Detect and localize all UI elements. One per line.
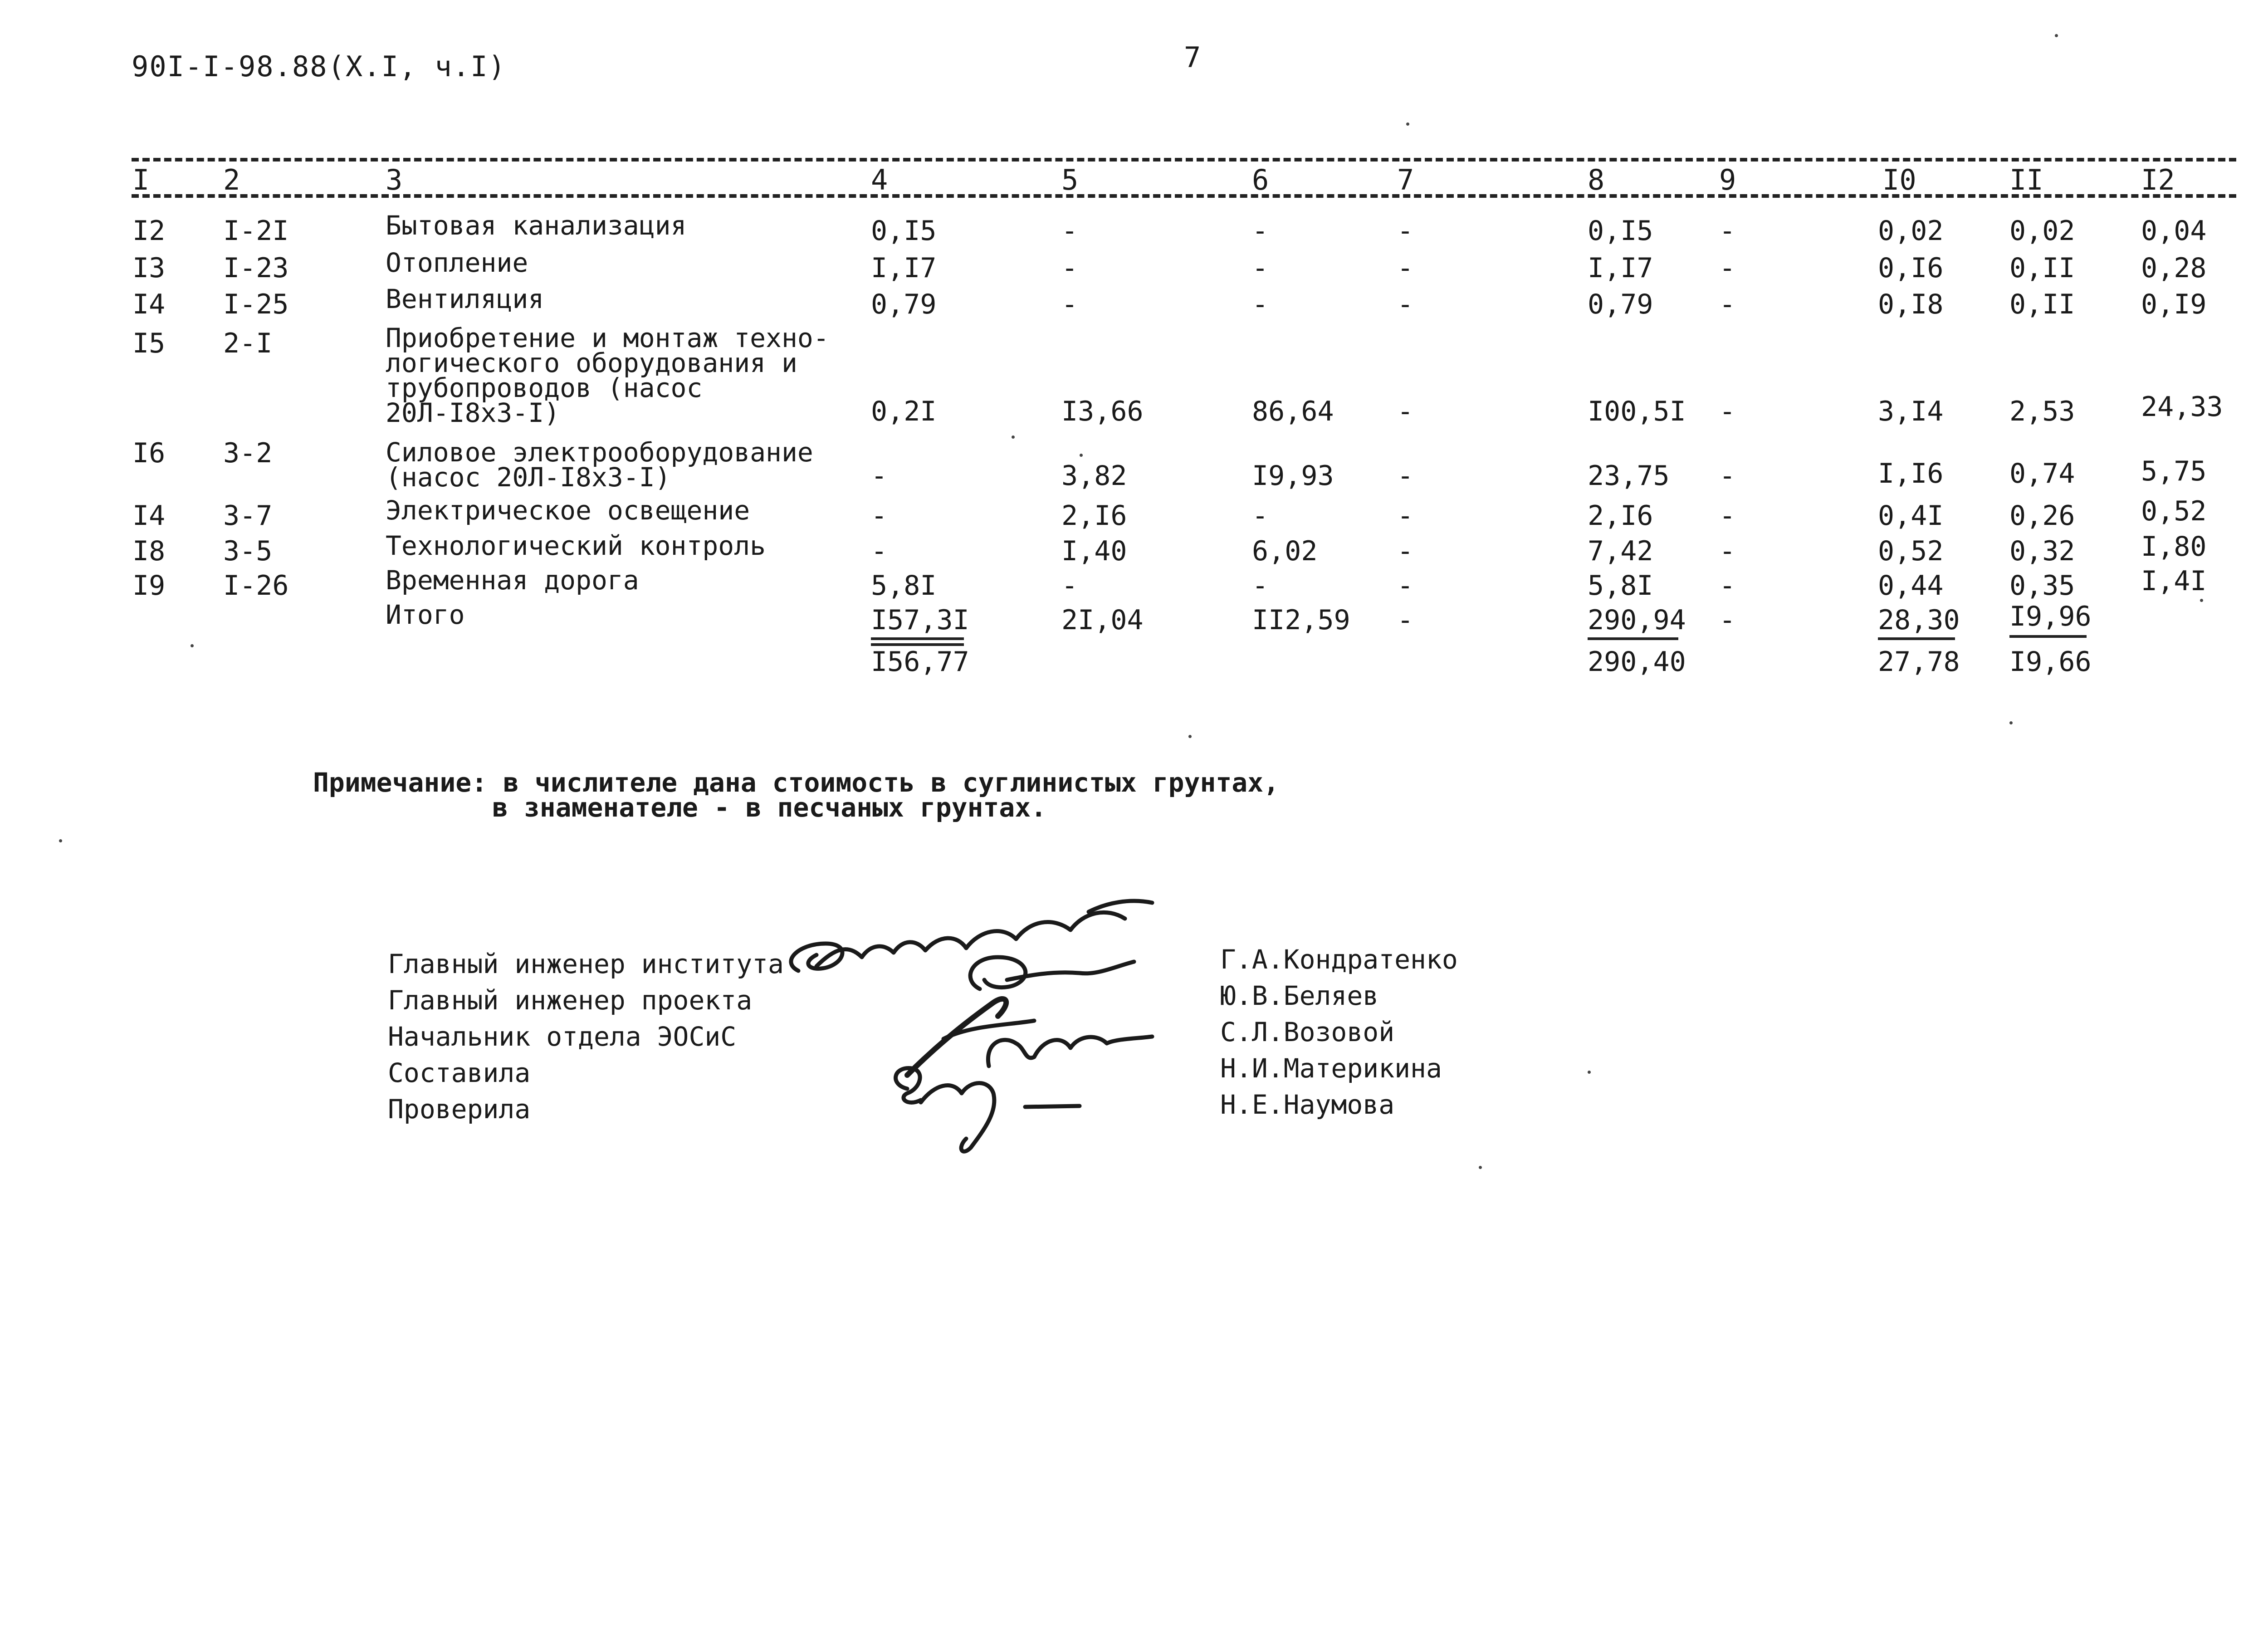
table-row — [0, 495, 2268, 534]
cell-col-10: 3,I4 — [1878, 396, 1944, 427]
cell-col-12: 0,04 — [2141, 215, 2207, 247]
scan-speck — [1406, 122, 1409, 126]
item-name-line: 20Л-I8х3-I) — [386, 397, 560, 428]
signatory-title: Главный инженер института — [388, 949, 784, 979]
item-name — [386, 284, 544, 314]
column-header-6: 6 — [1252, 163, 1269, 196]
cell-col-12: 0,I9 — [2141, 289, 2207, 320]
cell-col-6: 6,02 — [1252, 535, 1318, 567]
item-name — [386, 530, 766, 561]
estimate-number: 2-I — [223, 328, 273, 359]
signatory-name: С.Л.Возовой — [1220, 1017, 1395, 1047]
cell-col-5: - — [1061, 289, 1078, 320]
cell-col-8: I,I7 — [1588, 252, 1653, 284]
cell-col-10: 0,02 — [1878, 215, 1944, 247]
column-header-10: I0 — [1882, 163, 1916, 196]
table-row — [0, 530, 2268, 570]
signatory-name: Н.И.Материкина — [1220, 1053, 1442, 1084]
cell-col-5: 3,82 — [1061, 460, 1127, 492]
item-name — [386, 210, 687, 241]
cell-col-11: 0,II — [2009, 289, 2075, 320]
item-name-line: трубопроводов (насос — [386, 372, 703, 403]
cell-col-10: 0,52 — [1878, 535, 1944, 567]
cell-col-5: - — [1061, 570, 1078, 602]
scan-speck — [1080, 454, 1083, 457]
column-header-9: 9 — [1719, 163, 1736, 196]
note-line-2: в знаменателе - в песчаных грунтах. — [492, 792, 1047, 823]
cell-col-4: 0,I5 — [871, 215, 937, 247]
cell-col-8: 7,42 — [1588, 535, 1653, 567]
scan-speck — [2200, 599, 2203, 602]
item-name — [386, 565, 639, 596]
cell-col-10: 0,4I — [1878, 500, 1944, 532]
cell-col-5: - — [1061, 252, 1078, 284]
cell-col-9: - — [1719, 252, 1736, 284]
column-header-4: 4 — [871, 163, 888, 196]
item-name-line: Бытовая канализация — [386, 210, 687, 241]
cell-col-6: 86,64 — [1252, 396, 1334, 427]
cell-col-7: - — [1397, 460, 1414, 492]
table-row — [0, 284, 2268, 323]
note-line-1: Примечание: в числителе дана стоимость в суглинистых грунтах, — [313, 767, 1280, 798]
cell-col-5: 2I,04 — [1061, 604, 1144, 636]
row-number: I3 — [132, 252, 166, 284]
cell-col-11: I9,96 — [2009, 601, 2092, 632]
cell-col-8: 23,75 — [1588, 460, 1670, 492]
cell-col-6: - — [1252, 252, 1269, 284]
table-header-bottom-rule — [132, 194, 2236, 198]
cell-col-6: II2,59 — [1252, 604, 1350, 636]
cell-col-11: 0,02 — [2009, 215, 2075, 247]
column-header-12: I2 — [2141, 163, 2175, 196]
scan-speck — [191, 644, 194, 647]
cell-col-9: - — [1719, 215, 1736, 247]
signatory-name: Ю.В.Беляев — [1220, 980, 1379, 1011]
table-row-total — [0, 599, 2268, 639]
estimate-number: I-25 — [223, 289, 289, 320]
column-header-11: II — [2009, 163, 2043, 196]
signatory-name: Г.А.Кондратенко — [1220, 944, 1458, 975]
cell-col-8: 290,94 — [1588, 604, 1686, 636]
cell-col-8: 2,I6 — [1588, 500, 1653, 532]
cell-col-8: 5,8I — [1588, 570, 1653, 602]
fraction-bar — [2009, 635, 2087, 638]
cell-col-6: - — [1252, 215, 1269, 247]
column-header-7: 7 — [1397, 163, 1414, 196]
item-name — [386, 247, 528, 278]
cell-col-9: - — [1719, 570, 1736, 602]
cell-col-6: - — [1252, 570, 1269, 602]
cell-col-7: - — [1397, 396, 1414, 427]
item-name-line: Приобретение и монтаж техно- — [386, 323, 829, 353]
cell-col-12: 0,52 — [2141, 495, 2207, 527]
item-name-line: логического оборудования и — [386, 347, 797, 378]
cell-col-4: 0,79 — [871, 289, 937, 320]
cell-col-9: - — [1719, 535, 1736, 567]
estimate-number: I-2I — [223, 215, 289, 247]
cell-col-9: - — [1719, 604, 1736, 636]
table-header-top-rule — [132, 158, 2236, 161]
signatory-title: Проверила — [388, 1094, 531, 1125]
column-header-1: I — [132, 163, 150, 196]
scan-speck — [1588, 1071, 1591, 1074]
cell-col-11: 0,26 — [2009, 500, 2075, 532]
item-name-line: (насос 20Л-I8х3-I) — [386, 462, 671, 493]
cell-col-6: I9,93 — [1252, 460, 1334, 492]
cell-col-12: 24,33 — [2141, 391, 2223, 423]
scan-speck — [1012, 435, 1015, 439]
row-number: I4 — [132, 289, 166, 320]
estimate-number: I-23 — [223, 252, 289, 284]
item-name-line: Отопление — [386, 247, 528, 278]
cell-col-8: 0,79 — [1588, 289, 1653, 320]
column-header-3: 3 — [386, 163, 403, 196]
estimate-number: 3-2 — [223, 437, 273, 469]
cell-col-4: - — [871, 460, 888, 492]
item-name-line: Электрическое освещение — [386, 495, 750, 526]
page-number: 7 — [1184, 41, 1201, 74]
cell-col-7: - — [1397, 289, 1414, 320]
cell-col-5: - — [1061, 215, 1078, 247]
cell-col-10: 28,30 — [1878, 604, 1960, 636]
cell-col-8: 0,I5 — [1588, 215, 1653, 247]
document-code: 90I-I-98.88(X.I, ч.I) — [132, 50, 506, 83]
cell-col-5: 2,I6 — [1061, 500, 1127, 532]
item-name — [386, 599, 465, 630]
table-row-denominator — [0, 644, 2268, 680]
cell-col-9: - — [1719, 396, 1736, 427]
fraction-bar — [1878, 637, 1955, 640]
cell-col-8: I00,5I — [1588, 396, 1686, 427]
row-number: I8 — [132, 535, 166, 567]
handwritten-signatures — [771, 876, 1261, 1170]
cell-col-7: - — [1397, 604, 1414, 636]
cell-col-9: - — [1719, 460, 1736, 492]
scan-speck — [59, 839, 62, 842]
item-name-line: Технологический контроль — [386, 530, 766, 561]
cell-col-5: I3,66 — [1061, 396, 1144, 427]
cell-col-11: 0,35 — [2009, 570, 2075, 602]
row-number: I6 — [132, 437, 166, 469]
cell-col-10: 0,I6 — [1878, 252, 1944, 284]
cell-col-10: I,I6 — [1878, 458, 1944, 489]
cell-col-12: 5,75 — [2141, 455, 2207, 487]
signatory-title: Начальник отдела ЭОСиС — [388, 1021, 737, 1052]
table-row — [0, 323, 2268, 435]
cell-col-5: I,40 — [1061, 535, 1127, 567]
table-row — [0, 210, 2268, 250]
denominator-col-4: I56,77 — [871, 646, 969, 678]
cell-col-12: I,80 — [2141, 531, 2207, 563]
table-row — [0, 435, 2268, 494]
estimate-number: I-26 — [223, 570, 289, 602]
item-name — [386, 323, 829, 428]
cell-col-6: - — [1252, 289, 1269, 320]
cell-col-7: - — [1397, 570, 1414, 602]
cell-col-4: 5,8I — [871, 570, 937, 602]
denominator-col-8: 290,40 — [1588, 646, 1686, 678]
column-header-2: 2 — [223, 163, 240, 196]
denominator-col-11: I9,66 — [2009, 646, 2092, 678]
cell-col-4: - — [871, 500, 888, 532]
scan-speck — [2009, 721, 2013, 724]
column-header-8: 8 — [1588, 163, 1605, 196]
item-name — [386, 495, 750, 526]
signatory-title: Составила — [388, 1057, 531, 1088]
signatory-name: Н.Е.Наумова — [1220, 1089, 1395, 1120]
cell-col-4: I57,3I — [871, 604, 969, 636]
total-label: Итого — [386, 599, 465, 630]
estimate-number: 3-7 — [223, 500, 273, 532]
table-row — [0, 565, 2268, 604]
cell-col-12: 0,28 — [2141, 252, 2207, 284]
cell-col-7: - — [1397, 535, 1414, 567]
cell-col-10: 0,44 — [1878, 570, 1944, 602]
item-name — [386, 437, 813, 493]
signatory-title: Главный инженер проекта — [388, 985, 753, 1016]
fraction-bar — [1588, 637, 1678, 640]
column-header-5: 5 — [1061, 163, 1079, 196]
scan-speck — [1188, 735, 1192, 738]
cell-col-6: - — [1252, 500, 1269, 532]
cell-col-9: - — [1719, 500, 1736, 532]
cell-col-7: - — [1397, 500, 1414, 532]
row-number: I4 — [132, 500, 166, 532]
cell-col-4: 0,2I — [871, 396, 937, 427]
scan-speck — [2055, 34, 2058, 37]
item-name-line: Силовое электрооборудование — [386, 437, 813, 468]
item-name-line: Вентиляция — [386, 284, 544, 314]
cell-col-12: I,4I — [2141, 565, 2207, 597]
item-name-line: Временная дорога — [386, 565, 639, 596]
cell-col-11: 0,32 — [2009, 535, 2075, 567]
cell-col-11: 0,74 — [2009, 458, 2075, 489]
cell-col-11: 2,53 — [2009, 396, 2075, 427]
estimate-number: 3-5 — [223, 535, 273, 567]
cell-col-11: 0,II — [2009, 252, 2075, 284]
cell-col-9: - — [1719, 289, 1736, 320]
cell-col-4: I,I7 — [871, 252, 937, 284]
cell-col-4: - — [871, 535, 888, 567]
row-number: I2 — [132, 215, 166, 247]
scan-speck — [1479, 1166, 1482, 1169]
cell-col-7: - — [1397, 215, 1414, 247]
cell-col-10: 0,I8 — [1878, 289, 1944, 320]
row-number: I9 — [132, 570, 166, 602]
denominator-col-10: 27,78 — [1878, 646, 1960, 678]
table-row — [0, 247, 2268, 287]
row-number: I5 — [132, 328, 166, 359]
fraction-bar — [871, 637, 964, 640]
cell-col-7: - — [1397, 252, 1414, 284]
